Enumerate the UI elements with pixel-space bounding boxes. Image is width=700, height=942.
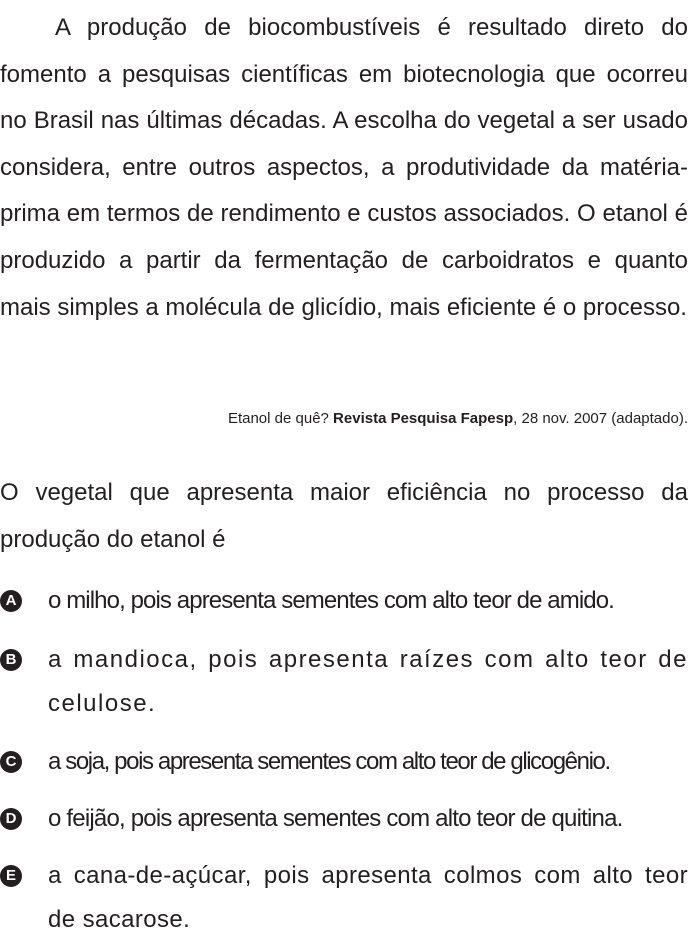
citation-journal: Revista Pesquisa Fapesp	[333, 410, 514, 427]
answer-option-a[interactable]	[0, 579, 688, 623]
passage-text: A produção de biocombustíveis é resultado direto do fomento a pesquisas científicas em biotecnologia que ocorreu no Brasil nas últimas décadas. A escolha do vegetal a ser usado considera, entre outros aspectos, a produtividade da matéria-prima em termos de rendimento e custos associados. O etanol é produzido a partir da fermentação de carboidratos e quanto mais simples a molécula de glicídio, mais eficiente é o processo.	[0, 14, 688, 321]
option-letter-badge-d: D	[0, 808, 22, 830]
option-text-a: o milho, pois apresenta sementes com alto teor de amido.	[48, 587, 614, 614]
option-letter-badge-c: C	[0, 751, 22, 773]
answer-options	[0, 579, 688, 942]
option-letter-badge-b: B	[0, 649, 22, 671]
source-citation	[0, 407, 688, 431]
option-text-b: a mandioca, pois apresenta raízes com alto teor de celulose.	[48, 646, 688, 717]
option-text-d: o feijão, pois apresenta sementes com alto teor de quitina.	[48, 805, 623, 832]
citation-title: Etanol de quê?	[227, 410, 329, 427]
option-text-c: a soja, pois apresenta sementes com alto teor de glicogênio.	[48, 748, 610, 775]
answer-option-c[interactable]	[0, 740, 688, 784]
answer-option-d[interactable]	[0, 797, 688, 841]
answer-option-b[interactable]	[0, 638, 688, 726]
option-text-e: a cana-de-açúcar, pois apresenta colmos com alto teor de sacarose.	[48, 862, 688, 933]
option-letter-badge-a: A	[0, 590, 22, 612]
question-stem: O vegetal que apresenta maior eficiência no processo da produção do etanol é	[0, 479, 688, 553]
answer-option-e[interactable]	[0, 854, 688, 942]
option-letter-badge-e: E	[0, 865, 22, 887]
citation-rest: , 28 nov. 2007 (adaptado).	[513, 410, 688, 427]
